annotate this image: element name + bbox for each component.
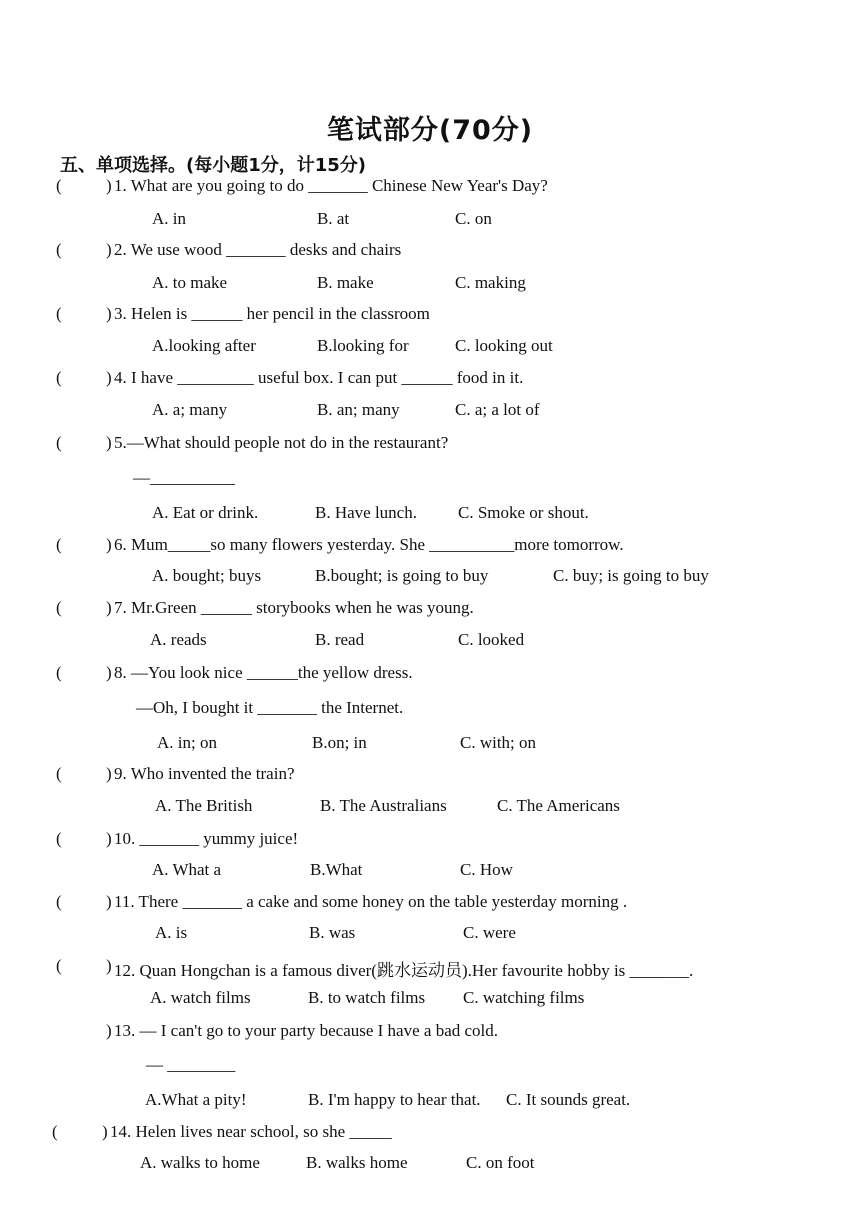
option-a: A. The British [155,796,253,815]
option-a: A. is [155,923,188,942]
option-b: B.looking for [317,336,409,355]
question-text: 3. Helen is ______ her pencil in the classroom [114,304,430,323]
option-b: B. read [315,630,365,649]
options-row [0,796,860,824]
answer-paren-close: ) [106,1021,112,1040]
answer-paren-open: ( [52,1122,58,1141]
question-text: 2. We use wood _______ desks and chairs [114,240,402,259]
question-text: 14. Helen lives near school, so she _____ [110,1122,392,1141]
option-a: A. reads [150,630,207,649]
option-b: B. make [317,273,374,292]
answer-paren-open: ( [56,535,62,554]
answer-paren-open: ( [56,240,62,259]
answer-paren-open: ( [56,433,62,452]
answer-paren-open: ( [56,368,62,387]
options-row [0,1090,860,1118]
option-a: A. bought; buys [152,566,262,585]
question-row [0,829,860,859]
answer-paren-close: ) [106,433,112,452]
option-c: C. a; a lot of [455,400,540,419]
question-text: 9. Who invented the train? [114,764,295,783]
option-b: B. I'm happy to hear that. [308,1090,481,1109]
answer-paren-close: ) [102,1122,108,1141]
option-b: B. an; many [317,400,400,419]
option-c: C. looking out [455,336,553,355]
dialog-answer-line: —__________ [133,468,235,487]
options-row [0,1153,860,1181]
option-b: B.on; in [312,733,367,752]
option-b: B. at [317,209,350,228]
answer-paren-close: ) [106,368,112,387]
question-row [0,1122,860,1152]
option-a: A. What a [152,860,222,879]
answer-paren-open: ( [56,956,62,975]
answer-paren-close: ) [106,764,112,783]
option-c: C. How [460,860,513,879]
question-row [0,240,860,270]
option-c: C. Smoke or shout. [458,503,589,522]
option-a: A.What a pity! [145,1090,247,1109]
options-row [0,630,860,658]
option-b: B. Have lunch. [315,503,417,522]
dialog-answer-line: — ________ [146,1055,236,1074]
options-row [0,860,860,888]
answer-paren-close: ) [106,535,112,554]
option-c: C. It sounds great. [506,1090,631,1109]
option-c: C. The Americans [497,796,620,815]
options-row [0,566,860,594]
options-row [0,503,860,531]
option-a: A. to make [152,273,228,292]
answer-paren-open: ( [56,663,62,682]
question-row [0,892,860,922]
answer-paren-open: ( [56,304,62,323]
section-heading: 五、单项选择。(每小题1分，计15分) [60,155,367,176]
option-a: A. in [152,209,186,228]
option-b: B. to watch films [308,988,426,1007]
question-text: 8. —You look nice ______the yellow dress. [114,663,413,682]
answer-paren-close: ) [106,829,112,848]
option-c: C. buy; is going to buy [553,566,709,585]
option-b: B.What [310,860,363,879]
option-a: A. a; many [152,400,228,419]
options-row [0,336,860,364]
option-c: C. were [463,923,516,942]
answer-paren-open: ( [56,176,62,195]
question-row [0,368,860,398]
option-b: B. The Australians [320,796,447,815]
question-row [0,535,860,565]
answer-paren-open: ( [56,598,62,617]
option-a: A. Eat or drink. [152,503,259,522]
option-b: B. was [309,923,356,942]
options-row [0,988,860,1016]
answer-paren-open: ( [56,764,62,783]
options-row [0,273,860,301]
option-a: A.looking after [152,336,256,355]
option-c: C. making [455,273,526,292]
option-c: C. on [455,209,492,228]
answer-paren-close: ) [106,663,112,682]
answer-paren-close: ) [106,598,112,617]
option-a: A. in; on [157,733,217,752]
question-text: 1. What are you going to do _______ Chinese New Year's Day? [114,176,548,195]
question-row [0,956,860,986]
question-text: 5.—What should people not do in the restaurant? [114,433,449,452]
question-text: 13. — I can't go to your party because I have a bad cold. [114,1021,499,1040]
options-row [0,209,860,237]
question-row [0,1021,860,1051]
dialog-answer-line: —Oh, I bought it _______ the Internet. [136,698,404,717]
option-c: C. watching films [463,988,585,1007]
question-text: 12. Quan Hongchan is a famous diver(跳水运动员).Her favourite hobby is _______. [114,961,694,980]
question-text: 4. I have _________ useful box. I can put ______ food in it. [114,368,524,387]
options-row [0,923,860,951]
question-text: 10. _______ yummy juice! [114,829,299,848]
page-title: 笔试部分(70分) [326,115,534,146]
answer-paren-close: ) [106,176,112,195]
question-text: 7. Mr.Green ______ storybooks when he was young. [114,598,474,617]
answer-paren-open: ( [56,892,62,911]
option-b: B.bought; is going to buy [315,566,489,585]
option-a: A. walks to home [140,1153,260,1172]
answer-paren-close: ) [106,240,112,259]
question-row [0,764,860,794]
options-row [0,733,860,761]
question-row [0,598,860,628]
option-c: C. on foot [466,1153,535,1172]
answer-paren-close: ) [106,304,112,323]
options-row [0,400,860,428]
answer-paren-close: ) [106,892,112,911]
option-b: B. walks home [306,1153,408,1172]
option-c: C. looked [458,630,525,649]
question-row [0,433,860,463]
question-text: 11. There _______ a cake and some honey on the table yesterday morning . [114,892,628,911]
option-a: A. watch films [150,988,251,1007]
question-text: 6. Mum_____so many flowers yesterday. She __________more tomorrow. [114,535,624,554]
question-row [0,663,860,693]
answer-paren-open: ( [56,829,62,848]
answer-paren-close: ) [106,956,112,975]
question-row [0,176,860,206]
question-row [0,304,860,334]
option-c: C. with; on [460,733,537,752]
